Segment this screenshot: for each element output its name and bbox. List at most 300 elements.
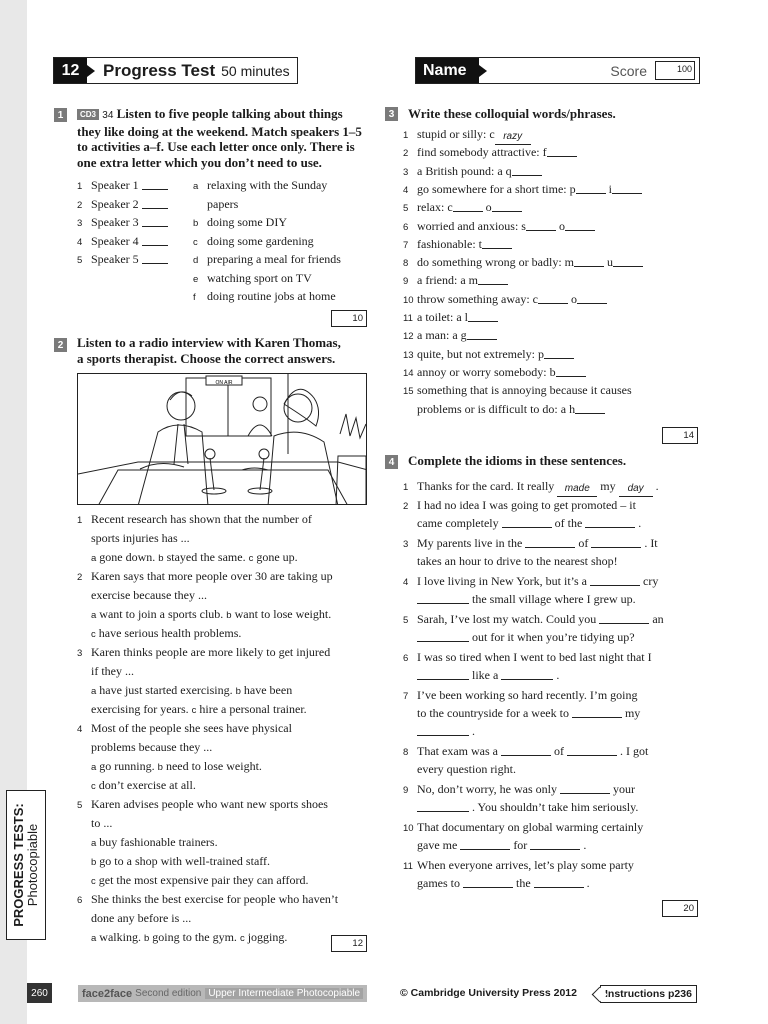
idiom-text: of [553, 744, 564, 758]
answer-blank[interactable] [590, 585, 640, 586]
name-box[interactable] [415, 57, 700, 84]
option-text: need to lose weight. [165, 759, 262, 773]
idiom-text: cry [643, 574, 659, 588]
option-letter: b [226, 610, 232, 621]
idiom-text: your [612, 782, 635, 796]
idiom-text: my [624, 706, 641, 720]
speaker-answer[interactable] [142, 208, 168, 209]
colloquial-item [403, 237, 512, 253]
idiom-line [403, 782, 635, 798]
item-text: a British pound: a q [417, 163, 512, 178]
idiom-line [403, 688, 637, 704]
item-text: annoy or worry somebody: b [417, 364, 556, 379]
colloquial-item [403, 219, 595, 235]
answer-option[interactable] [91, 626, 241, 640]
answer-option[interactable] [144, 930, 237, 944]
section-3-number: 3 [385, 107, 398, 121]
activity-row [193, 197, 238, 211]
title-box [53, 57, 298, 84]
item-number: 10 [403, 294, 414, 306]
item-text: worried and anxious: s [417, 218, 526, 233]
idiom-text: came completely [417, 516, 499, 530]
idiom-line [403, 612, 664, 628]
colloquial-item [403, 127, 531, 145]
idiom-text: like a [472, 668, 499, 682]
score-box[interactable] [655, 61, 695, 80]
activity-text: relaxing with the Sunday [207, 178, 328, 192]
question-line [77, 683, 292, 699]
item-number: 6 [403, 653, 409, 664]
idiom-text: . I got [619, 744, 649, 758]
question-text: Recent research has shown that the number of [91, 512, 312, 526]
activity-row [193, 289, 336, 305]
answer-blank[interactable] [572, 717, 622, 718]
answer-option[interactable] [91, 778, 196, 792]
question-text: sports injuries has ... [91, 531, 190, 545]
question-text: exercise because they ... [91, 588, 207, 602]
idiom-line [403, 820, 643, 836]
answer-blank[interactable] [560, 793, 610, 794]
example-answer[interactable]: day [619, 482, 653, 497]
speaker-answer[interactable] [142, 226, 168, 227]
answer-blank[interactable] [574, 266, 604, 267]
page-number: 260 [27, 983, 52, 1003]
activity-text: doing some gardening [207, 233, 314, 248]
instruction-line: they like doing at the weekend. Match speakers 1–5 [77, 123, 362, 139]
speaker-label: Speaker 5 [91, 252, 139, 266]
answer-blank[interactable] [468, 321, 498, 322]
colloquial-item [403, 347, 574, 363]
on-air-sign: ON AIR [215, 380, 233, 386]
activity-letter: f [193, 292, 196, 303]
track-number: 34 [102, 110, 114, 121]
option-text: going to the gym. [152, 930, 237, 944]
item-number: 5 [403, 615, 409, 626]
question-text: exercising for years. [91, 702, 189, 716]
activity-text: watching sport on TV [207, 270, 312, 285]
answer-blank[interactable] [502, 527, 552, 528]
section-4-mark[interactable]: 20 [662, 900, 698, 917]
product-label: Upper Intermediate Photocopiable [205, 988, 363, 999]
item-number: 3 [403, 539, 409, 550]
question-text: to ... [91, 816, 113, 830]
option-letter: b [91, 857, 97, 868]
idiom-text: the small village where I grew up. [472, 592, 636, 606]
answer-option[interactable] [249, 550, 298, 564]
example-answer[interactable]: razy [495, 130, 531, 145]
item-text: go somewhere for a short time: p [417, 181, 576, 196]
answer-blank[interactable] [478, 284, 508, 285]
idiom-text: . [556, 668, 560, 682]
idiom-line [403, 744, 648, 760]
question-text: done any before is ... [91, 911, 192, 925]
item-number: 2 [77, 199, 83, 211]
speaker-answer[interactable] [142, 263, 168, 264]
answer-option[interactable] [192, 702, 307, 716]
idiom-text: . It [644, 536, 658, 550]
speaker-row [77, 252, 168, 268]
item-number: 13 [403, 349, 414, 361]
activity-row [193, 271, 312, 287]
name-label: Name [416, 58, 479, 83]
answer-blank[interactable] [417, 641, 469, 642]
item-text: o [558, 218, 565, 233]
score-total: 100 [676, 64, 692, 74]
idiom-line [403, 858, 634, 874]
answer-option[interactable] [91, 873, 308, 887]
option-text: get the most expensive pair they can afford. [98, 873, 309, 887]
answer-blank[interactable] [538, 303, 568, 304]
question-number: 1 [77, 515, 83, 526]
option-letter: a [91, 553, 97, 564]
item-number: 1 [403, 482, 409, 493]
idiom-text: for [513, 838, 528, 852]
option-letter: b [143, 933, 150, 944]
item-number: 3 [77, 218, 83, 229]
idiom-line [403, 536, 658, 552]
answer-blank[interactable] [512, 175, 542, 176]
speaker-label: Speaker 1 [91, 178, 139, 192]
idiom-line [403, 838, 586, 852]
item-number: 9 [403, 785, 409, 796]
item-number: 12 [403, 331, 414, 343]
item-number: 11 [403, 861, 413, 872]
idiom-line [403, 554, 618, 568]
section-1-mark[interactable]: 10 [331, 310, 367, 327]
item-text: i [608, 181, 612, 196]
idiom-text: . [586, 876, 590, 890]
section-2-instructions [77, 335, 341, 366]
option-letter: b [158, 553, 164, 564]
question-text: problems because they ... [91, 740, 213, 754]
answer-blank[interactable] [526, 230, 556, 231]
answer-option[interactable] [91, 759, 155, 773]
answer-blank[interactable] [453, 211, 483, 212]
item-number: 1 [403, 130, 409, 141]
test-title: Progress Test [103, 60, 216, 80]
question-line [77, 550, 298, 566]
question-line [77, 531, 190, 545]
colloquial-item [403, 402, 605, 416]
answer-option[interactable] [91, 683, 233, 697]
item-number: 3 [403, 166, 409, 178]
item-number: 11 [403, 313, 413, 324]
question-line [77, 778, 196, 794]
section-2-number: 2 [54, 338, 67, 352]
answer-blank[interactable] [460, 849, 510, 850]
option-text: go to a shop with well-trained staff. [99, 854, 271, 868]
question-line [77, 892, 338, 908]
idiom-text: Thanks for the card. It really [417, 479, 555, 493]
idiom-line [403, 498, 636, 514]
colloquial-item [403, 182, 642, 198]
question-text: Most of the people she sees have physical [91, 721, 292, 735]
item-number: 5 [77, 255, 83, 266]
option-text: want to join a sports club. [99, 607, 224, 621]
instruction-line: Listen to a radio interview with Karen Thomas, [77, 335, 341, 350]
idiom-text: I love living in New York, but it’s a [417, 574, 587, 588]
item-text: do something wrong or badly: m [417, 255, 574, 270]
item-number: 8 [403, 258, 409, 270]
item-text: relax: c [417, 200, 453, 215]
activity-row [193, 252, 341, 268]
section-3-mark[interactable]: 14 [662, 427, 698, 444]
item-text: stupid or silly: c [417, 127, 495, 141]
answer-option[interactable] [91, 930, 141, 944]
answer-option[interactable] [236, 683, 293, 697]
idiom-line [403, 574, 658, 590]
question-number: 3 [77, 648, 83, 659]
answer-option[interactable] [226, 607, 331, 621]
item-text: throw something away: c [417, 291, 538, 306]
idiom-line [403, 516, 641, 530]
option-letter: c [91, 629, 96, 640]
colloquial-item [403, 255, 643, 271]
idiom-line [403, 630, 635, 644]
instruction-line: one extra letter which you don’t need to use. [77, 154, 322, 170]
item-number: 6 [403, 221, 409, 233]
question-line [77, 512, 312, 528]
speaker-answer[interactable] [142, 245, 168, 246]
colloquial-item [403, 383, 632, 399]
answer-blank[interactable] [417, 735, 469, 736]
activity-row [193, 215, 287, 231]
question-line [77, 797, 328, 813]
answer-blank[interactable] [575, 413, 605, 414]
idiom-text: out for it when you’re tidying up? [472, 630, 635, 644]
idiom-text: . [638, 516, 642, 530]
answer-blank[interactable] [556, 376, 586, 377]
idiom-text: an [652, 612, 664, 626]
question-text: Karen thinks people are more likely to get injured [91, 645, 331, 659]
idiom-line [403, 876, 590, 890]
speaker-label: Speaker 4 [91, 233, 139, 248]
item-number: 5 [403, 203, 409, 215]
option-text: gone down. [99, 550, 156, 564]
item-text: o [570, 291, 577, 306]
example-answer[interactable]: made [557, 482, 597, 497]
idiom-line [403, 479, 659, 497]
item-text: a man: a g [417, 328, 467, 343]
option-text: have serious health problems. [98, 626, 242, 640]
test-duration: 50 minutes [221, 62, 290, 79]
question-line [77, 664, 134, 678]
item-number: 4 [403, 577, 409, 588]
option-letter: a [91, 686, 97, 697]
answer-blank[interactable] [417, 679, 469, 680]
answer-option[interactable] [158, 759, 262, 773]
item-number: 2 [403, 148, 409, 160]
answer-blank[interactable] [613, 266, 643, 267]
item-text: a friend: a m [417, 273, 478, 288]
activity-letter: a [193, 181, 199, 192]
idiom-text: When everyone arrives, let’s play some party [417, 858, 634, 872]
instructions-link[interactable]: Instructions p236 [600, 985, 697, 1003]
answer-blank[interactable] [530, 849, 580, 850]
section-3-instructions: Write these colloquial words/phrases. [408, 106, 616, 121]
option-letter: a [91, 610, 97, 621]
item-text: problems or is difficult to do: a h [417, 401, 576, 416]
colloquial-item [403, 273, 508, 289]
activity-row [193, 178, 327, 194]
item-text: find somebody attractive: f [417, 145, 547, 160]
option-letter: c [191, 705, 197, 716]
option-text: want to lose weight. [234, 607, 332, 621]
answer-option[interactable] [91, 607, 223, 621]
side-label-line2: Photocopiable [25, 823, 40, 907]
idiom-text: gave me [417, 838, 458, 852]
idiom-line [403, 706, 640, 720]
idiom-text: games to [417, 876, 460, 890]
item-number: 2 [403, 501, 409, 512]
answer-blank[interactable] [585, 527, 635, 528]
item-text: u [606, 255, 613, 270]
edition: Second edition [135, 988, 202, 999]
copyright: © Cambridge University Press 2012 [400, 987, 577, 999]
answer-blank[interactable] [492, 211, 522, 212]
answer-option[interactable] [240, 930, 287, 944]
speaker-answer[interactable] [142, 189, 168, 190]
colloquial-item [403, 328, 497, 344]
question-line [77, 626, 241, 642]
section-1-number: 1 [54, 108, 67, 122]
idiom-text: of [578, 536, 589, 550]
option-letter: c [239, 933, 245, 944]
activity-letter: b [193, 218, 199, 229]
option-text: jogging. [247, 930, 288, 944]
option-text: go running. [99, 759, 155, 773]
section-4-instructions: Complete the idioms in these sentences. [408, 453, 627, 468]
question-line [77, 930, 287, 946]
idiom-text: my [600, 479, 616, 493]
colloquial-item [403, 365, 586, 381]
option-text: gone up. [256, 550, 298, 564]
option-letter: c [91, 876, 96, 887]
section-2-mark[interactable]: 12 [331, 935, 367, 952]
option-text: walking. [99, 930, 141, 944]
speaker-row [77, 178, 168, 194]
idiom-text: . [655, 479, 659, 493]
answer-option[interactable] [158, 550, 245, 564]
idiom-text: Sarah, I’ve lost my watch. Could you [417, 612, 597, 626]
answer-blank[interactable] [612, 193, 642, 194]
answer-blank[interactable] [544, 358, 574, 359]
section-1-instructions [77, 106, 362, 170]
idiom-text: I was so tired when I went to bed last night that I [417, 650, 652, 664]
idiom-text: the [516, 876, 531, 890]
item-text: a toilet: a l [417, 310, 468, 324]
item-number: 1 [77, 181, 83, 192]
option-text: have been [243, 683, 293, 697]
question-text: Karen advises people who want new sports shoes [91, 797, 328, 811]
instruction-line: a sports therapist. Choose the correct answers. [77, 350, 336, 366]
answer-blank[interactable] [501, 755, 551, 756]
section-4-number: 4 [385, 455, 398, 469]
option-letter: c [91, 781, 96, 792]
item-number: 14 [403, 367, 414, 379]
question-number: 5 [77, 800, 83, 811]
idiom-text: No, don’t worry, he was only [417, 782, 557, 796]
answer-option[interactable] [91, 550, 155, 564]
question-line [77, 911, 191, 925]
answer-blank[interactable] [565, 230, 595, 231]
speaker-row [77, 215, 168, 231]
idiom-text: . [583, 838, 587, 852]
activity-text: preparing a meal for friends [207, 252, 341, 266]
idiom-line [403, 592, 636, 606]
option-letter: b [235, 686, 241, 697]
answer-blank[interactable] [463, 887, 513, 888]
answer-blank[interactable] [599, 623, 649, 624]
option-letter: a [91, 838, 97, 849]
question-text: Karen says that more people over 30 are taking up [91, 569, 333, 583]
option-text: have just started exercising. [99, 683, 233, 697]
answer-blank[interactable] [501, 679, 553, 680]
answer-blank[interactable] [482, 248, 512, 249]
item-text: something that is annoying because it causes [417, 383, 632, 398]
instruction-line: Listen to five people talking about things [116, 106, 343, 121]
idiom-text: of the [554, 516, 583, 530]
item-number: 10 [403, 823, 414, 834]
speaker-label: Speaker 2 [91, 196, 139, 211]
question-line [77, 607, 331, 623]
colloquial-item [403, 145, 577, 161]
question-line [77, 588, 207, 602]
answer-blank[interactable] [525, 547, 575, 548]
side-label-line1: PROGRESS TESTS: [11, 803, 26, 927]
question-text: if they ... [91, 664, 134, 678]
item-number: 8 [403, 747, 409, 758]
item-number: 7 [403, 691, 409, 702]
answer-blank[interactable] [417, 811, 469, 812]
speaker-row [77, 234, 168, 250]
question-line [77, 721, 292, 737]
item-number: 9 [403, 276, 409, 288]
question-line [77, 759, 262, 775]
question-line [77, 569, 333, 585]
option-letter: c [248, 553, 254, 564]
side-label [6, 790, 46, 940]
item-number: 15 [403, 386, 414, 398]
idiom-text: My parents live in the [417, 536, 523, 550]
question-number: 2 [77, 572, 83, 583]
option-text: stayed the same. [166, 550, 246, 564]
idiom-line [403, 724, 475, 738]
idiom-text: . [472, 724, 475, 738]
answer-option[interactable] [91, 854, 270, 868]
option-letter: a [91, 933, 97, 944]
answer-blank[interactable] [567, 755, 617, 756]
activity-letter: e [193, 273, 199, 285]
answer-blank[interactable] [576, 193, 606, 194]
item-number: 4 [77, 236, 83, 248]
question-line [77, 854, 270, 870]
answer-blank[interactable] [417, 603, 469, 604]
answer-blank[interactable] [467, 339, 497, 340]
answer-blank[interactable] [547, 156, 577, 157]
speaker-row [77, 197, 168, 213]
answer-option[interactable] [91, 835, 218, 849]
activity-letter: c [193, 236, 198, 248]
answer-blank[interactable] [534, 887, 584, 888]
idiom-text: That exam was a [417, 744, 498, 758]
idiom-line [403, 650, 652, 666]
idiom-text: I had no idea I was going to get promoted – it [417, 498, 636, 512]
idiom-text: I’ve been working so hard recently. I’m going [417, 688, 638, 702]
answer-blank[interactable] [591, 547, 641, 548]
item-text: quite, but not extremely: p [417, 346, 544, 361]
answer-blank[interactable] [577, 303, 607, 304]
